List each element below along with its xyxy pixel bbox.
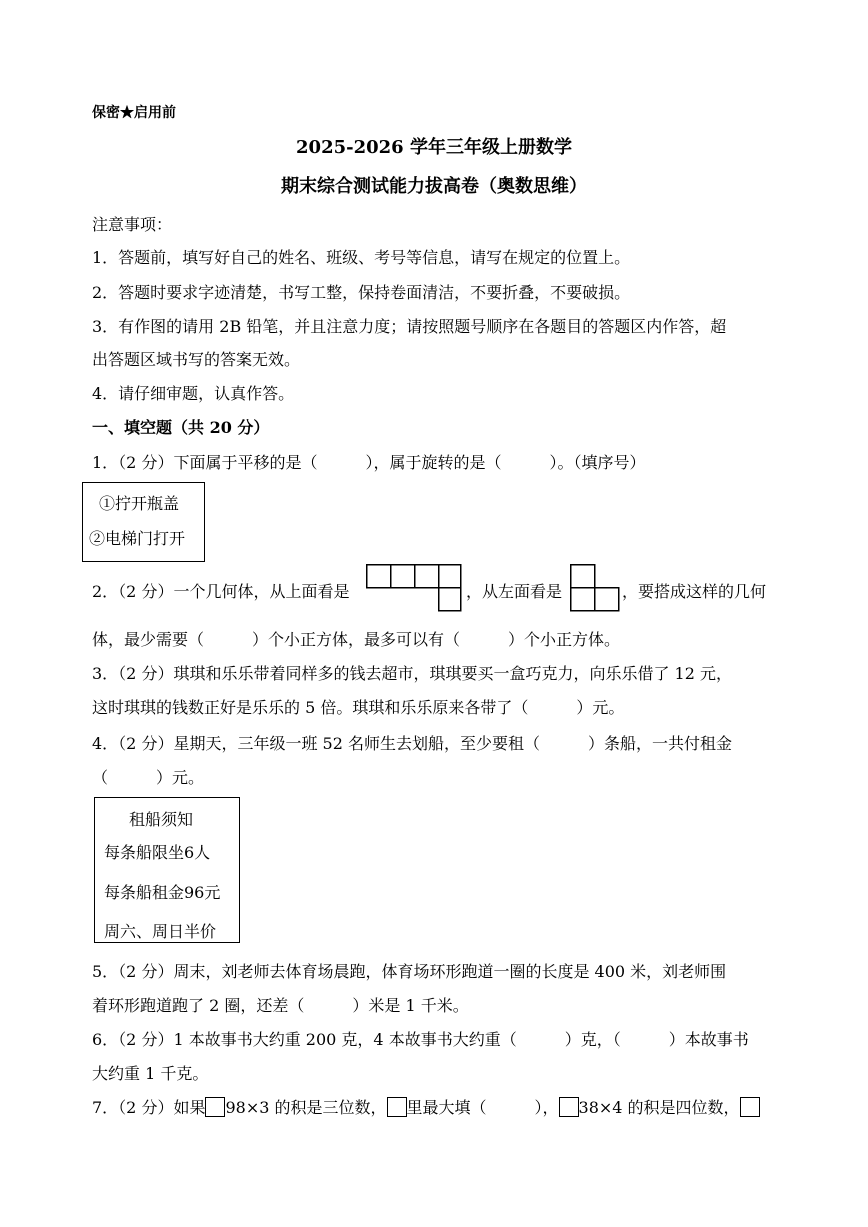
notice-box-line: 周六、周日半价 (104, 922, 217, 941)
notice-heading: 注意事项： (92, 215, 173, 234)
notice-item: 出答题区域书写的答案无效。 (92, 350, 301, 369)
blank-box (205, 1097, 225, 1117)
notice-item: 4．请仔细审题，认真作答。 (92, 384, 295, 403)
question-2-line-2: 体，最少需要（ ）个小正方体，最多可以有（ ）个小正方体。 (92, 630, 621, 649)
title-line-1: 2025-2026 学年三年级上册数学 (296, 137, 572, 158)
question-1-text: 1．（2 分）下面属于平移的是（ ），属于旋转的是（ ）。（填序号） (92, 453, 646, 472)
question-7-text-a: 7．（2 分）如果 (92, 1098, 206, 1117)
question-2-text-a: 2．（2 分）一个几何体，从上面看是 (92, 582, 350, 601)
title-line-2: 期末综合测试能力拔高卷（奥数思维） (281, 176, 587, 197)
question-7-text-d: 38×4 的积是四位数， (578, 1098, 740, 1117)
option-2: ②电梯门打开 (89, 529, 186, 548)
question-1-options-box (82, 482, 205, 562)
question-5-line-2: 着环形跑道跑了 2 圈，还差（ ）米是 1 千米。 (92, 996, 469, 1015)
notice-item: 2．答题时要求字迹清楚，书写工整，保持卷面清洁，不要折叠，不要破损。 (92, 283, 631, 302)
boat-rental-notice (94, 797, 240, 943)
notice-item: 3．有作图的请用 2B 铅笔，并且注意力度；请按照题号顺序在各题目的答题区内作答，超 (92, 317, 727, 336)
notice-box-line: 每条船限坐6人 (104, 843, 211, 862)
question-6-line-1: 6．（2 分）1 本故事书大约重 200 克，4 本故事书大约重（ ）克，（ ）本故事书 (92, 1030, 749, 1049)
question-3-line-2: 这时琪琪的钱数正好是乐乐的 5 倍。琪琪和乐乐原来各带了（ ）元。 (92, 698, 625, 717)
question-7-text-b: 98×3 的积是三位数， (225, 1098, 387, 1117)
notice-box-title: 租船须知 (129, 810, 194, 829)
notice-item: 1．答题前，填写好自己的姓名、班级、考号等信息，请写在规定的位置上。 (92, 248, 631, 267)
notice-box-line: 每条船租金96元 (104, 883, 221, 902)
question-7-text-c: 里最大填（ ）， (406, 1098, 559, 1117)
question-7-line-1 (92, 1095, 760, 1118)
blank-box (387, 1097, 407, 1117)
question-6-line-2: 大约重 1 千克。 (92, 1064, 209, 1083)
section-heading: 一、填空题（共 20 分） (92, 418, 270, 437)
option-1: ①拧开瓶盖 (99, 494, 180, 513)
question-5-line-1: 5．（2 分）周末，刘老师去体育场晨跑，体育场环形跑道一圈的长度是 400 米，刘老师围 (92, 962, 727, 981)
question-2-text-c: ，要搭成这样的几何 (622, 582, 767, 601)
blank-box (559, 1097, 579, 1117)
question-3-line-1: 3．（2 分）琪琪和乐乐带着同样多的钱去超市，琪琪要买一盒巧克力，向乐乐借了 12 元， (92, 664, 732, 683)
top-view-figure (366, 564, 462, 612)
confidential-label: 保密★启用前 (92, 105, 176, 121)
question-2-text-b: ，从左面看是 (466, 582, 563, 601)
blank-box (740, 1097, 760, 1117)
question-4-line-1: 4．（2 分）星期天，三年级一班 52 名师生去划船，至少要租（ ）条船，一共付租金 (92, 734, 732, 753)
question-4-line-2: （ ）元。 (92, 768, 205, 787)
left-view-figure (570, 564, 620, 612)
